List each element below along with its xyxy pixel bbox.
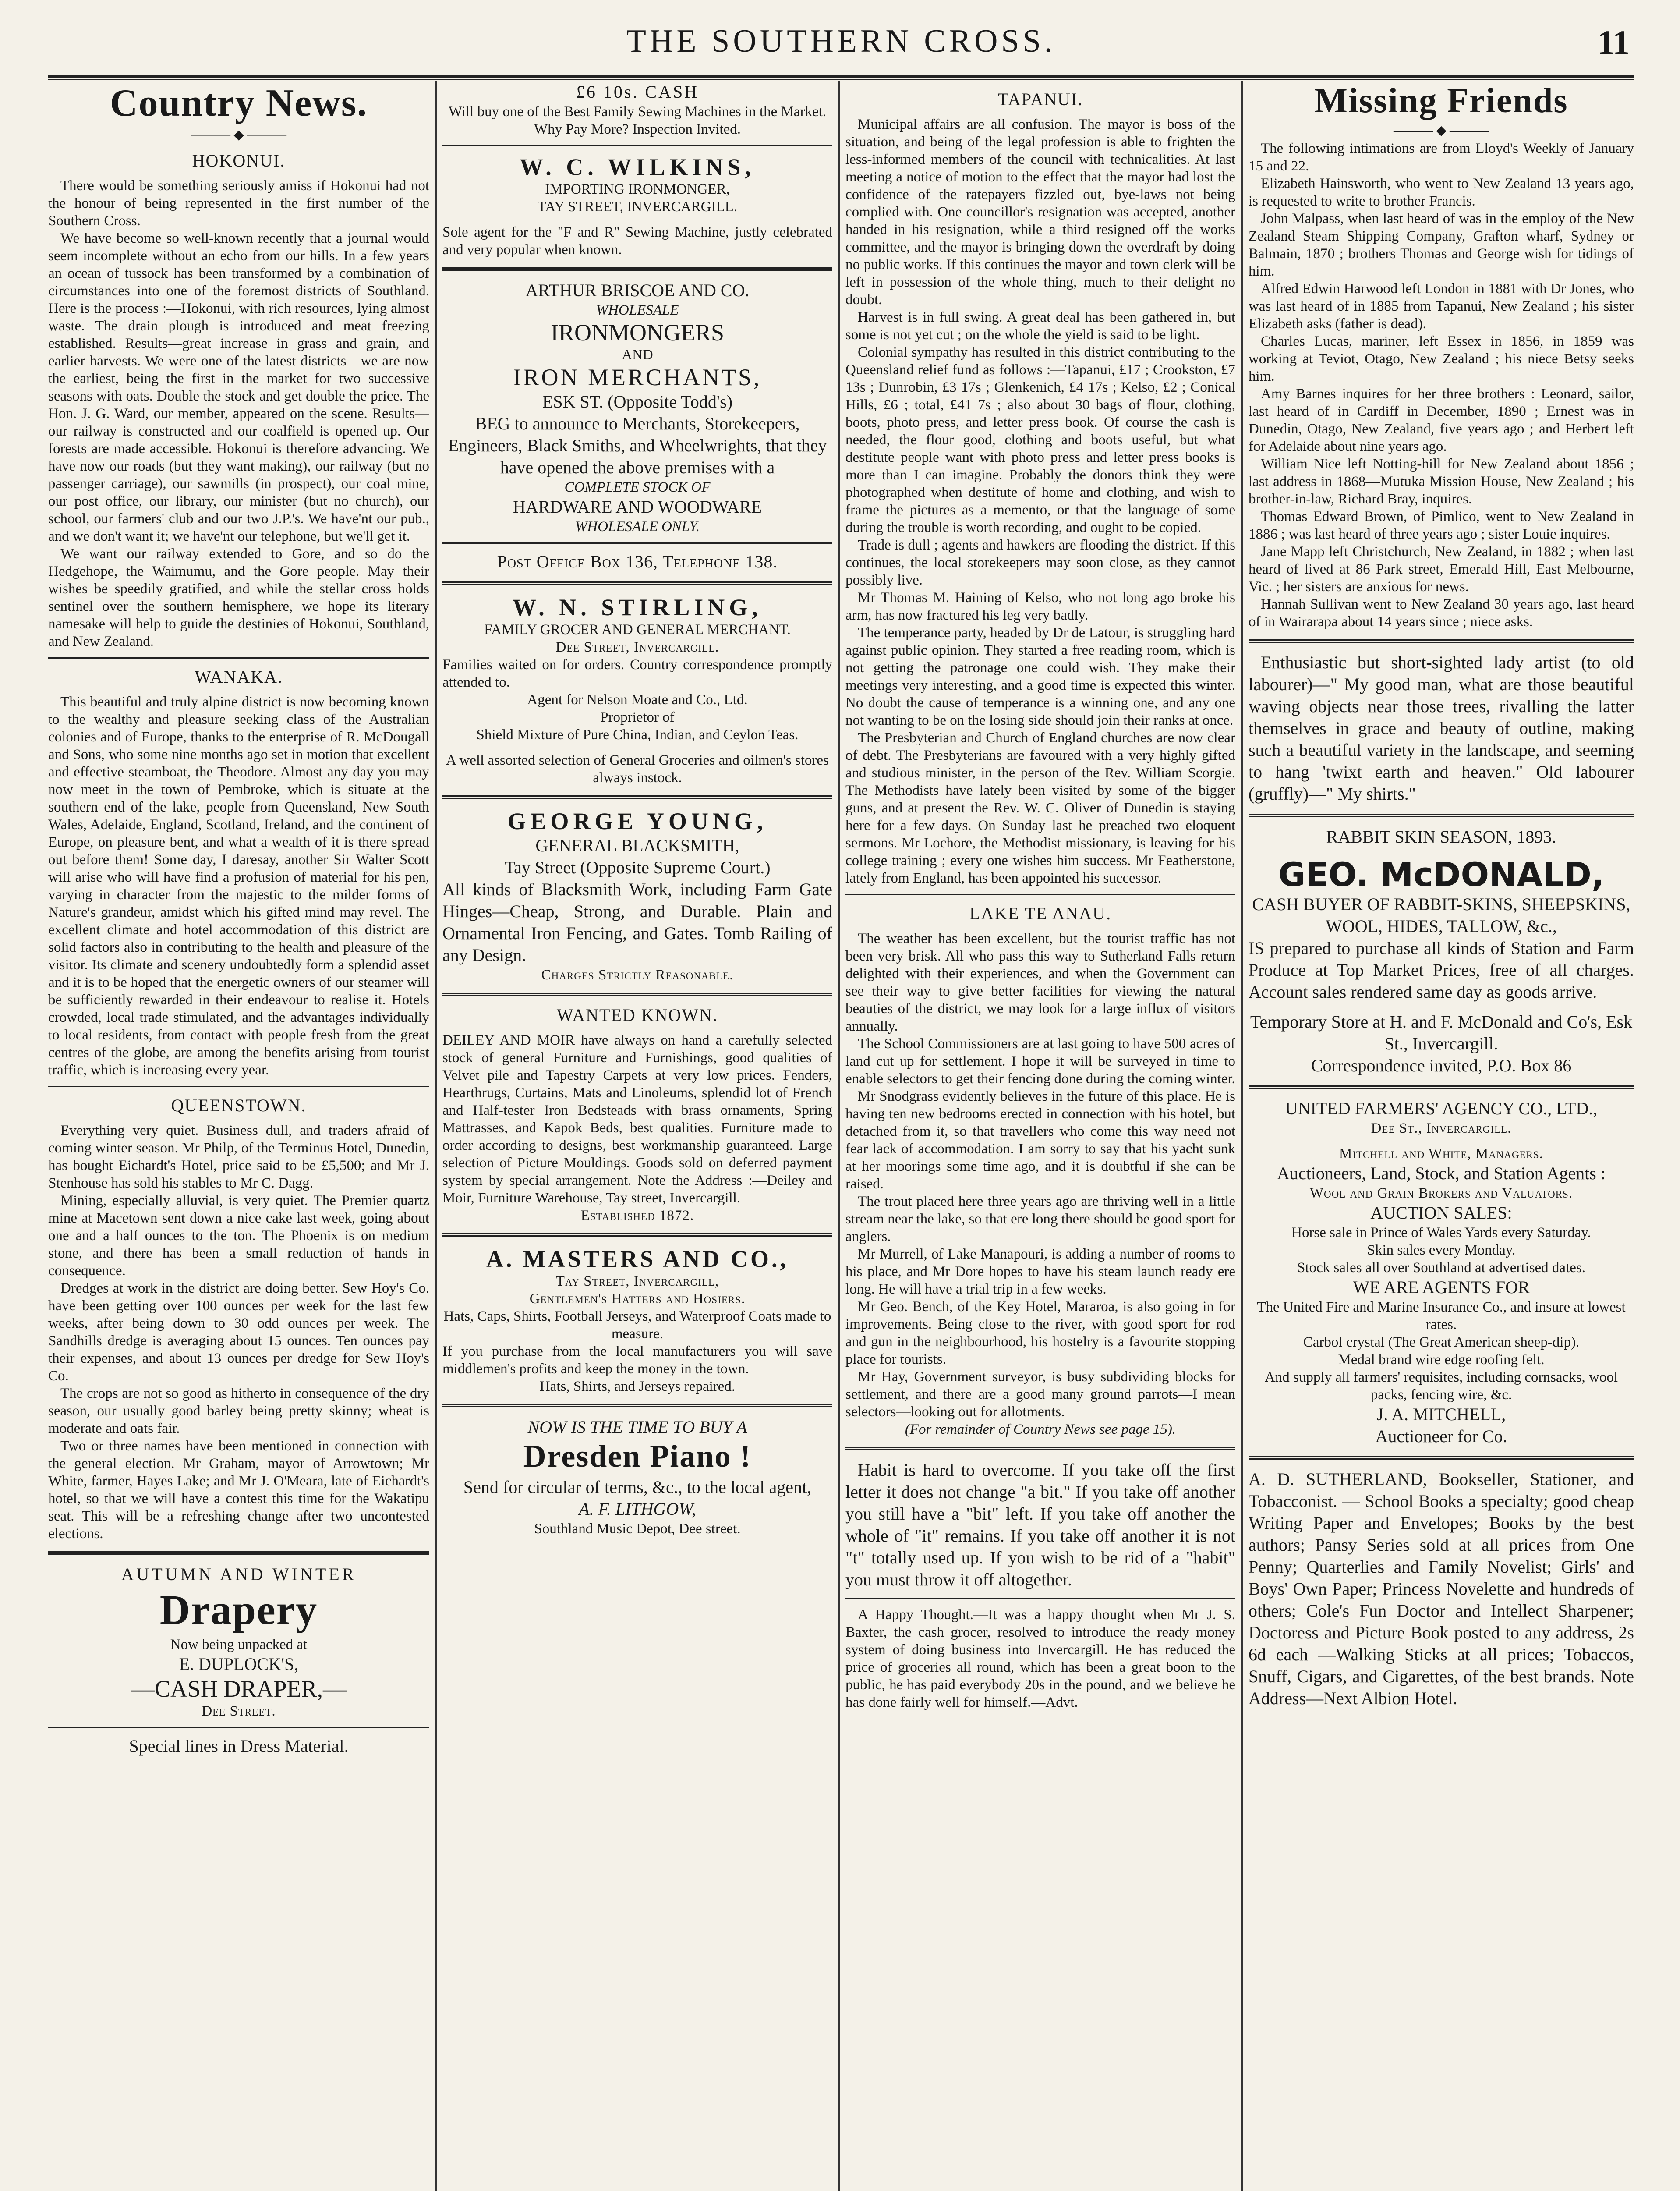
divider <box>442 542 832 544</box>
divider <box>48 1086 429 1087</box>
spacer <box>442 744 832 752</box>
article-paragraph: John Malpass, when last heard of was in the employ of the New Zealand Steam Shipping Company, Grafton wharf, Sydney or Balmain, 1870 ; brothers Thomas and George wish for tidings of him. <box>1249 211 1634 279</box>
article-paragraph: The crops are not so good as hitherto in consequence of the dry season, our usually good barley being pretty skinny; wheat is moderate and oats fair. <box>48 1386 429 1436</box>
article-paragraph: Mr Hay, Government surveyor, is busy subdividing blocks for settlement, and there are a good many ground parrots—I mean selectors—looking out for allotments. <box>845 1369 1235 1420</box>
ad-line: Sole agent for the "F and R" Sewing Machine, justly celebrated and very popular when known. <box>442 224 832 258</box>
ad-line: Gentlemen's Hatters and Hosiers. <box>529 1291 746 1307</box>
article-paragraph: A Happy Thought.—It was a happy thought when Mr J. S. Baxter, the cash grocer, resolved to introduce the ready money system of doing business into Invercargill. He has reduced the price of groceries all round, which has been a great boon to the public, he has paid everybody 20s in the pound, and we believe he has done fairly well for himself.—Advt. <box>845 1607 1235 1710</box>
ad-line: Established 1872. <box>580 1208 694 1223</box>
article-paragraph: Mr Murrell, of Lake Manapouri, is adding a number of rooms to his place, and Mr Dore hopes to have his steam launch ready ere long. He will have a trial trip in a few weeks. <box>845 1246 1235 1297</box>
ad-line: Charges Strictly Reasonable. <box>541 967 734 983</box>
piano-heading: Dresden Piano ! <box>523 1439 752 1474</box>
ad-line: —CASH DRAPER,— <box>131 1676 347 1702</box>
column-divider <box>1241 81 1243 2191</box>
divider <box>845 1598 1235 1599</box>
page-number: 11 <box>1597 23 1630 61</box>
divider <box>442 1404 832 1407</box>
ad-line: Why Pay More? Inspection Invited. <box>534 121 741 137</box>
ad-line: Skin sales every Monday. <box>1367 1242 1516 1258</box>
ad-line: And supply all farmers' requisites, including cornsacks, wool packs, fencing wire, &c. <box>1264 1369 1618 1403</box>
ad-line: Dee St., Invercargill. <box>1371 1120 1512 1136</box>
divider <box>48 1727 429 1728</box>
divider <box>442 1233 832 1237</box>
advert-mcdonald <box>1249 826 1634 1077</box>
ad-line: Tay Street (Opposite Supreme Court.) <box>504 858 771 877</box>
ad-line: A well assorted selection of General Groceries and oilmen's stores always instock. <box>446 752 829 786</box>
ad-line: Carbol crystal (The Great American sheep-dip). <box>1303 1334 1580 1350</box>
article-paragraph: We want our railway extended to Gore, and so do the Hedgehope, the Waimumu, and the Gore people. May their wishes be speedily gratified, and while the stellar cross holds sentinel over the southern hemisphere, we hope its literary namesake will help to guide the destinies of Hokonui, Southland, and New Zealand. <box>48 546 429 649</box>
ad-line: Auctioneers, Land, Stock, and Station Agents : <box>1277 1163 1606 1183</box>
article-paragraph: Jane Mapp left Christchurch, New Zealand, in 1882 ; when last heard of lived at 86 Park street, Emerald Hill, East Melbourne, Vic. ; her sisters are anxious for news. <box>1249 544 1634 595</box>
ad-line: £6 10s. CASH <box>576 82 699 102</box>
article-paragraph: There would be something seriously amiss if Hokonui had not the honour of being represented in the first number of the Southern Cross. <box>48 178 429 229</box>
ad-line: Mitchell and White, Managers. <box>1339 1146 1544 1162</box>
divider <box>442 581 832 585</box>
ad-line: COMPLETE STOCK OF <box>564 479 711 495</box>
ad-line: GEORGE YOUNG, <box>507 808 767 834</box>
article-paragraph: The School Commissioners are at last going to have 500 acres of land cut up for settlement. I hope it will be surveyed in time to enable selectors to get their fencing done during the coming winter. <box>845 1036 1235 1087</box>
ad-line: Horse sale in Prince of Wales Yards every Saturday. <box>1291 1225 1591 1241</box>
article-paragraph: Two or three names have been mentioned in connection with the general election. Mr Graham, mayor of Arrowtown; Mr White, farmer, Hayes Lake; and Mr J. O'Meara, late of Eichardt's hotel, so that we will have a contest this time for the Wakatipu seat. This will be a refreshing change after two uncontested elections. <box>48 1438 429 1542</box>
article-paragraph: Enthusiastic but short-sighted lady artist (to old labourer)—" My good man, what are those beautiful waving objects near those trees, rivalling the latter themselves in grace and beauty of outline, making such a beautiful variety in the landscape, and seeming to hang 'twixt earth and heaven." Old labourer (gruffly)—" My shirts." <box>1249 652 1634 804</box>
column-adverts <box>442 81 832 2191</box>
ad-line: Families waited on for orders. Country correspondence promptly attended to. <box>442 657 832 690</box>
masthead <box>48 18 1634 74</box>
column-country-news <box>48 81 429 2191</box>
divider <box>442 993 832 996</box>
ornament: ——— ◆ ——— <box>191 128 287 142</box>
ad-line: IS prepared to purchase all kinds of Station and Farm Produce at Top Market Prices, free of all charges. Account sales rendered same day as goods arrive. <box>1249 938 1634 1002</box>
ad-line: WHOLESALE <box>596 302 679 318</box>
ad-line: Agent for Nelson Moate and Co., Ltd. <box>527 692 748 708</box>
article-paragraph: The temperance party, headed by Dr de Latour, is struggling hard against public opinion. They started a free reading room, which is not getting the patronage one could wish. They make their meetings very interesting, and a good time is expected this winter. No doubt the cause of temperance is a winning one, and any one not wanting to be on the losing side should join their ranks at once. <box>845 625 1235 728</box>
ad-line: DEILEY AND MOIR have always on hand a carefully selected stock of general Furniture and Furnishings, good qualities of Velvet pile and Tapestry Carpets at very low prices. Fenders, Hearthrugs, Curtains, Mats and Linoleums, splendid lot of French and Half-tester Iron Bedsteads with brass ornaments, Spring Mattrasses, and Kapok Beds, best qualities. Furniture made to order according to designs, best workmanship guaranteed. Large selection of Picture Mouldings. Goods sold on deferred payment system by special arrangement. Note the Address :—Deiley and Moir, Furniture Warehouse, Tay street, Invercargill. <box>442 1032 832 1206</box>
article-paragraph: Habit is hard to overcome. If you take off the first letter it does not change "a bit." If you take off another you still have a "bit" left. If you take off another the whole of "it" remains. If you take off another it is not "t" totally used up. If you wish to be rid of a "habit" you must throw it off altogether. <box>845 1460 1235 1589</box>
ornament: ——— ◆ ——— <box>1393 123 1489 138</box>
country-news-heading: Country News. <box>110 82 368 124</box>
ad-line: UNITED FARMERS' AGENCY CO., LTD., <box>1285 1099 1598 1118</box>
ad-line: NOW IS THE TIME TO BUY A <box>527 1417 747 1437</box>
missing-friends-heading: Missing Friends <box>1314 82 1568 120</box>
article-paragraph: The weather has been excellent, but the tourist traffic has not been very brisk. All who pass this way to Sutherland Falls return delighted with their experiences, and when the Government can see their way to give better facilities for viewing the natural beauties of the district, we may look for a large influx of visitors annually. <box>845 931 1235 1034</box>
ad-line: Shield Mixture of Pure China, Indian, and Ceylon Teas. <box>476 727 799 743</box>
ad-line: Auctioneer for Co. <box>1375 1426 1507 1446</box>
article-paragraph: Mr Geo. Bench, of the Key Hotel, Mararoa, is also going in for improvements. Being close to the river, with good sport for rod and gun in the neighbourhood, his hostelry is a favourite stopping place for tourists. <box>845 1299 1235 1367</box>
column-divider <box>838 81 840 2191</box>
ad-line: Will buy one of the Best Family Sewing Machines in the Market. <box>448 104 827 120</box>
article-paragraph: Municipal affairs are all confusion. The mayor is boss of the situation, and being of the legal profession is able to frighten the less-informed members of the council with technicalities. At last meeting a notice of motion to the effect that the mayor had lost the confidence of the ratepayers fizzled out, bye-laws not being complied with. One councillor's resignation was accepted, another handed in his resignation, while a third resigned off the works committee, and the mayor is bringing down the overdraft by doing no public works. If this continues the mayor and town clerk will be left in possession of the whole thing, much to their delight no doubt. <box>845 117 1235 308</box>
column-missing-friends <box>1249 81 1634 2191</box>
ad-line: TAY STREET, INVERCARGILL. <box>537 199 738 215</box>
ad-line: Stock sales all over Southland at advertised dates. <box>1297 1260 1585 1276</box>
divider <box>442 145 832 146</box>
ad-line: CASH BUYER OF RABBIT-SKINS, SHEEPSKINS, WOOL, HIDES, TALLOW, &c., <box>1252 894 1630 936</box>
ad-line: Southland Music Depot, Dee street. <box>534 1521 741 1537</box>
ad-line: Post Office Box 136, Telephone 138. <box>497 552 778 571</box>
ad-line: IMPORTING IRONMONGER, <box>545 181 730 197</box>
article-paragraph: The following intimations are from Lloyd's Weekly of January 15 and 22. <box>1249 141 1634 174</box>
ad-line: Wool and Grain Brokers and Valuators. <box>1309 1185 1573 1201</box>
ad-line: GEO. McDONALD, <box>1278 855 1604 894</box>
section-title: LAKE TE ANAU. <box>969 904 1112 923</box>
article-paragraph: Trade is dull ; agents and hawkers are flooding the district. If this continues, the local storekeepers may soon close, as they cannot possibly live. <box>845 537 1235 588</box>
ad-line: Dee Street. <box>202 1703 276 1719</box>
ad-line: The United Fire and Marine Insurance Co., and insure at lowest rates. <box>1257 1299 1626 1333</box>
ad-line: AUCTION SALES: <box>1370 1203 1512 1223</box>
article-paragraph: Colonial sympathy has resulted in this district contributing to the Queensland relief fund as follows :—Tapanui, £17 ; Crookston, £7 13s ; Dunrobin, £3 17s ; Glenkenich, £4 17s ; Kelso, £2 ; Conical Hills, £6 ; total, £41 7s ; also about 30 bags of flour, clothing, boots, photo press, and letter press book. Of course the cash is needed, the flour good, clothing and boots useful, but what destitute people want with photo press and letter press books is more than I can imagine. Probably the donors think they were photographed when destitute of home and clothing, and wish to frame the pictures as a memento, or that the language of some during the trouble is worth recording, and ought to be copied. <box>845 344 1235 535</box>
article-paragraph: Dredges at work in the district are doing better. Sew Hoy's Co. have been getting over 100 ounces per week for the last few weeks, after being down to 30 odd ounces per week. The Sandhills dredge is averaging about 15 ounces. Ten ounces pay their expenses, and about 13 ounces per dredge for Sew Hoy's Co. <box>48 1280 429 1384</box>
divider <box>48 1551 429 1555</box>
spacer <box>1249 1137 1634 1145</box>
article-paragraph: Harvest is in full swing. A great deal has been gathered in, but some is not yet cut ; on the whole the yield is said to be light. <box>845 309 1235 343</box>
section-title: QUEENSTOWN. <box>171 1096 307 1115</box>
article-paragraph: The Presbyterian and Church of England churches are now clear of debt. The Presbyterians are favoured with a very highly gifted and studious minister, in the person of the Rev. William Scorgie. The Methodists have lately been visited by some of the bigger guns, and at present the Rev. W. C. Oliver of Dunedin is staying here for a few days. On Sunday last he preached two eloquent sermons. Mr Lochore, the Methodist missionary, is leaving for his college training ; every one wishes him success. Mr Featherstone, lately from England, has been appointed his successor. <box>845 730 1235 886</box>
ad-line: A. F. LITHGOW, <box>579 1499 696 1519</box>
article-paragraph: Hannah Sullivan went to New Zealand 30 years ago, last heard of in Wairarapa about 14 years since ; niece asks. <box>1249 596 1634 630</box>
ad-line: If you purchase from the local manufacturers you will save middlemen's profits and keep the money in the town. <box>442 1344 832 1377</box>
ad-line: A. MASTERS AND CO., <box>486 1246 789 1272</box>
article-paragraph: William Nice left Notting-hill for New Zealand about 1856 ; last address in 1868—Mutuka Mission House, New Zealand ; his brother-in-law, Richard Bray, inquires. <box>1249 456 1634 507</box>
divider <box>845 1447 1235 1450</box>
ad-line: IRONMONGERS <box>550 319 725 346</box>
ad-line: Dee Street, Invercargill. <box>555 639 719 655</box>
ad-line: AND <box>622 347 653 363</box>
ad-line: Correspondence invited, P.O. Box 86 <box>1311 1056 1572 1075</box>
ad-line: IRON MERCHANTS, <box>513 364 762 390</box>
section-title: WANAKA. <box>195 667 283 687</box>
article-paragraph: Mr Thomas M. Haining of Kelso, who not long ago broke his arm, has now fractured his leg very badly. <box>845 590 1235 623</box>
advert-united-farmers <box>1249 1098 1634 1447</box>
ad-line: Hats, Shirts, and Jerseys repaired. <box>539 1379 736 1394</box>
divider <box>1249 639 1634 643</box>
ad-line: Temporary Store at H. and F. McDonald and Co's, Esk St., Invercargill. <box>1250 1012 1633 1053</box>
newspaper-title: THE SOUTHERN CROSS. <box>626 23 1056 59</box>
ad-line: AUTUMN AND WINTER <box>121 1564 357 1584</box>
ad-line: HARDWARE AND WOODWARE <box>513 497 762 517</box>
section-title: WANTED KNOWN. <box>556 1005 718 1025</box>
article-paragraph: Mining, especially alluvial, is very quiet. The Premier quartz mine at Macetown sent down a nice cake last week, going about one and a half ounces to the ton. The Phoenix is on medium stone, and there has been a small reduction of hands in consequence. <box>48 1193 429 1279</box>
article-paragraph: Charles Lucas, mariner, left Essex in 1856, in 1859 was working at Teviot, Otago, New Zealand ; his niece Betsy seeks him. <box>1249 333 1634 384</box>
column-tapanui <box>845 81 1235 2191</box>
ad-line: FAMILY GROCER AND GENERAL MERCHANT. <box>484 622 791 638</box>
article-paragraph: We have become so well-known recently that a journal would seem incomplete without an echo from our hills. In a few years an ocean of tussock has been transformed by a combination of circumstances into one of the foremost districts of Southland. Here is the process :—Hokonui, with rich resources, lying almost waste. The drain plough is introduced and meat freezing established. Results—great increase in grass and grain, and earlier harvests. We were one of the latest districts—we are now the earliest, being the first in the market for two successive seasons with oats. Double the stock and get double the price. The Hon. J. G. Ward, our member, appeared on the scene. Results—our railway is constructed and our coalfield is opened up. Our forests are made accessible. Hokonui is therefore advancing. We have now our roads (but they want making), our railway (but no passenger carriage), our sawmills (in prospect), our coal mine, our post office, our library, our minister (but no church), our school, our farmers' club and our two J.P.'s. We have'nt our pub., and we don't want it; we have'nt our telephone, but we'll get it. <box>48 230 429 544</box>
ad-line: GENERAL BLACKSMITH, <box>535 836 739 855</box>
divider <box>442 795 832 799</box>
ad-line: W. N. STIRLING, <box>513 594 762 620</box>
spacer <box>1249 1003 1634 1011</box>
column-divider <box>435 81 437 2191</box>
article-paragraph: Alfred Edwin Harwood left London in 1881 with Dr Jones, who was last heard of in 1885 from Tapanui, New Zealand ; his sister Elizabeth asks (father is dead). <box>1249 281 1634 332</box>
spacer <box>442 216 832 223</box>
ad-line: E. DUPLOCK'S, <box>179 1654 299 1674</box>
masthead-rule-thin <box>48 79 1634 80</box>
continuation-note: (For remainder of Country News see page 15). <box>905 1422 1176 1437</box>
ad-line: WE ARE AGENTS FOR <box>1353 1277 1530 1297</box>
ad-line: ARTHUR BRISCOE AND CO. <box>525 280 750 300</box>
ad-line: J. A. MITCHELL, <box>1376 1404 1506 1424</box>
divider <box>1249 814 1634 817</box>
section-title: HOKONUI. <box>192 151 286 170</box>
ad-line: Tay Street, Invercargill, <box>555 1273 719 1289</box>
ad-line: RABBIT SKIN SEASON, 1893. <box>1326 827 1556 847</box>
divider <box>48 657 429 659</box>
ad-line: ESK ST. (Opposite Todd's) <box>542 392 733 411</box>
divider <box>845 894 1235 895</box>
ad-line: Now being unpacked at <box>170 1637 308 1652</box>
advert-duplock <box>48 1563 429 1757</box>
ad-line: Hats, Caps, Shirts, Football Jerseys, and Waterproof Coats made to measure. <box>443 1308 831 1342</box>
masthead-rule <box>48 75 1634 78</box>
article-paragraph: Elizabeth Hainsworth, who went to New Zealand 13 years ago, is requested to write to brother Francis. <box>1249 176 1634 209</box>
divider <box>442 267 832 271</box>
divider <box>1249 1085 1634 1089</box>
ad-line: All kinds of Blacksmith Work, including Farm Gate Hinges—Cheap, Strong, and Durable. Plain and Ornamental Iron Fencing, and Gates. Tomb Railing of any Design. <box>442 879 832 965</box>
advert-sutherland: A. D. SUTHERLAND, Bookseller, Stationer, and Tobacconist. — School Books a specialty; good cheap Writing Paper and Envelopes; Books by the best authors; Pansy Series sold at all prices from One Penny; Quarterlies and Family Novelist; Girls' and Boys' Own Paper; Princess Novelette and hundreds of others; Cole's Fun Doctor and Intellect Sharpener; Doctoress and Picture Book posted to any address, 2s 6d each —Walking Sticks at all prices; Tobaccos, Snuff, Cigars, and Cigarettes, of the best brands. Note Address—Next Albion Hotel. <box>1249 1469 1634 1708</box>
article-paragraph: Thomas Edward Brown, of Pimlico, went to New Zealand in 1886 ; was last heard of three years ago ; sister Louie inquires. <box>1249 509 1634 542</box>
drapery-heading: Drapery <box>159 1586 318 1633</box>
ad-line: Special lines in Dress Material. <box>129 1736 349 1756</box>
ad-line: W. C. WILKINS, <box>520 154 755 180</box>
ad-line: BEG to announce to Merchants, Storekeepers, Engineers, Black Smiths, and Wheelwrights, that they have opened the above premises with a <box>448 414 827 477</box>
article-paragraph: The trout placed here three years ago are thriving well in a little stream near the lake, so that ere long there should be good sport for anglers. <box>845 1194 1235 1244</box>
divider <box>1249 1456 1634 1460</box>
ad-line: Medal brand wire edge roofing felt. <box>1338 1352 1545 1368</box>
ad-line: Send for circular of terms, &c., to the local agent, <box>463 1477 812 1497</box>
article-paragraph: This beautiful and truly alpine district is now becoming known to the wealthy and pleasure seeking class of the Australian colonies and of Europe, thanks to the enterprise of R. McDougall and Sons, who some nine months ago set in motion that excellent and effective steamboat, the Theodore. Almost any day you may now meet in the town of Pembroke, which is situate at the southern end of the lake, people from Queensland, New South Wales, Adelaide, England, Scotland, Ireland, and the continent of Europe, on pleasure bent, and what a wealth of it is there spread out before them! Some day, I daresay, another Sir Walter Scott will arise who will have find a profusion of material for his pen, varying in character from the majestic to the milder forms of Nature's grandeur, amidst which his gifted mind may revel. The excellent climate and hotel accommodation of this district are solid factors also in contributing to the health and pleasure of the visitor. Its climate and scenery undoubtedly form a splendid asset and it is to be hoped that the energetic owners of our steamer will be sufficiently rewarded in their endeavour to realise it. Hotels crowded, local trade stimulated, and the advantages individually to local residents, from contact with people fresh from the great centres of the globe, are among the benefits arising from tourist traffic, which is increasing every year. <box>48 694 429 1078</box>
ad-line: WHOLESALE ONLY. <box>575 519 700 535</box>
ad-line: Proprietor of <box>600 709 675 725</box>
section-title: TAPANUI. <box>997 89 1083 109</box>
article-paragraph: Everything very quiet. Business dull, and traders afraid of coming winter season. Mr Philp, of the Terminus Hotel, Dunedin, has bought Eichardt's Hotel, price said to be £5,500; and Mr J. Stenhouse has sold his stables to Mr C. Dagg. <box>48 1123 429 1191</box>
article-paragraph: Amy Barnes inquires for her three brothers : Leonard, sailor, last heard of in Cardiff in December, 1890 ; Ernest was in Dunedin, Otago, New Zealand, five years ago ; and Herbert left for Adelaide about nine years ago. <box>1249 386 1634 454</box>
article-paragraph: Mr Snodgrass evidently believes in the future of this place. He is having ten new bedrooms erected in connection with his hotel, but detached from it, so that travellers who come this way need not fear lack of accommodation. I am sorry to say that his yacht sunk at her moorings some time ago, and it is doubtful if she can be raised. <box>845 1088 1235 1192</box>
